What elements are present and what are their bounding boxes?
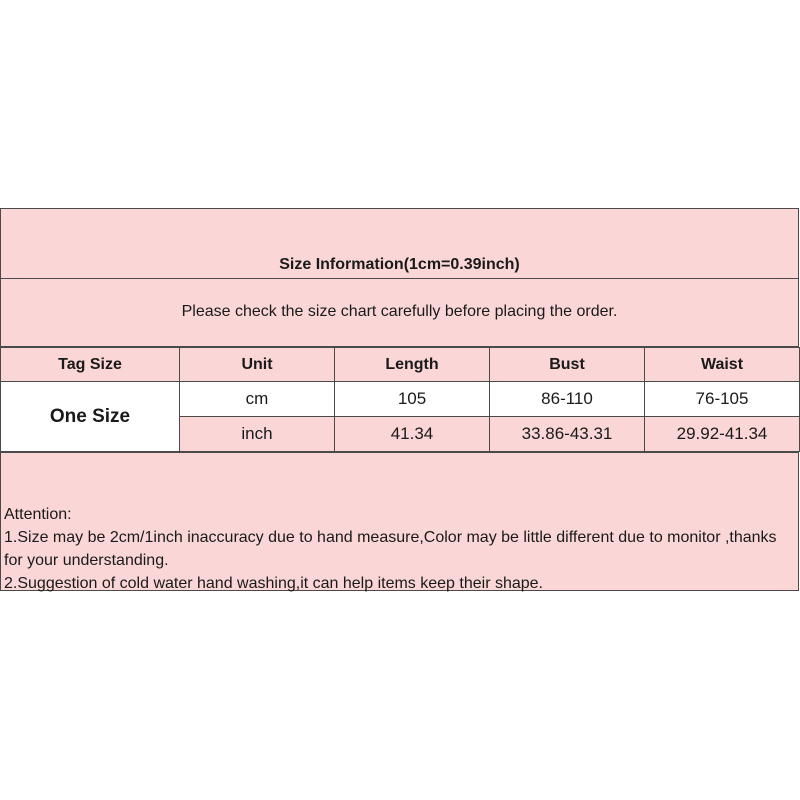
title-row — [0, 208, 799, 279]
table-row-cm — [1, 382, 800, 417]
cell-unit: cm — [180, 382, 335, 417]
header-tag-size: Tag Size — [1, 348, 180, 382]
attention-section — [0, 452, 799, 591]
header-bust: Bust — [490, 348, 645, 382]
cell-waist: 29.92-41.34 — [645, 417, 800, 452]
cell-unit: inch — [180, 417, 335, 452]
size-chart — [0, 208, 799, 591]
table-header-row — [1, 348, 800, 382]
cell-length: 105 — [335, 382, 490, 417]
subtitle-row — [0, 279, 799, 347]
header-waist: Waist — [645, 348, 800, 382]
size-chart-instruction: Please check the size chart carefully before placing the order. — [181, 303, 618, 320]
cell-waist: 76-105 — [645, 382, 800, 417]
cell-bust: 33.86-43.31 — [490, 417, 645, 452]
cell-length: 41.34 — [335, 417, 490, 452]
header-length: Length — [335, 348, 490, 382]
attention-note-1: 1.Size may be 2cm/1inch inaccuracy due to hand measure,Color may be little different due to monitor ,thanks for your understanding. — [4, 529, 777, 569]
attention-heading: Attention: — [4, 506, 72, 523]
attention-note-2: 2.Suggestion of cold water hand washing,it can help items keep their shape. — [4, 575, 543, 592]
tag-size-one-size: One Size — [1, 382, 180, 452]
header-unit: Unit — [180, 348, 335, 382]
size-table — [0, 347, 800, 452]
cell-bust: 86-110 — [490, 382, 645, 417]
size-info-title: Size Information(1cm=0.39inch) — [279, 256, 520, 273]
attention-notes — [4, 503, 792, 595]
